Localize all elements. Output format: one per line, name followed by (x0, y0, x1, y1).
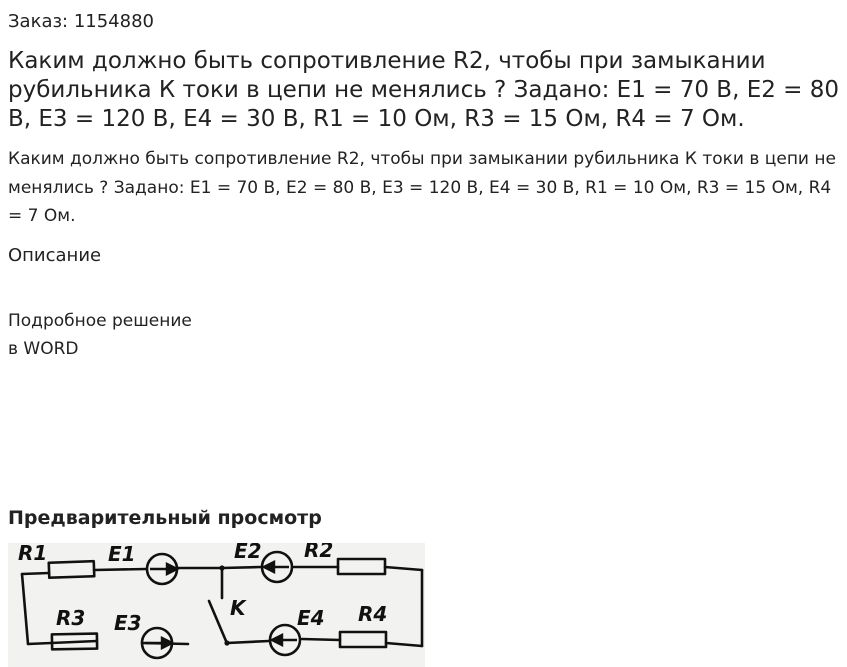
circuit-diagram (8, 543, 425, 667)
description-heading: Описание (8, 245, 102, 266)
preview-image (8, 543, 425, 667)
label-r2: R2 (304, 543, 334, 562)
label-e4: E4 (297, 606, 325, 630)
label-r1: R1 (18, 543, 48, 565)
solution-format-line: в WORD (8, 339, 79, 359)
solution-info (8, 307, 192, 363)
page-title: Каким должно быть сопротивление R2, чтобы при замыкании рубильника К токи в цепи не менялись ? Задано: E1 = 70 В, E2 = 80 В, E3 = 120 В, E4 = 30 В, R1 = 10 Ом, R3 = 15 Ом, R4 = 7 Ом. (8, 48, 840, 132)
label-r4: R4 (358, 602, 388, 626)
task-description: Каким должно быть сопротивление R2, чтобы при замыкании рубильника К токи в цепи не менялись ? Задано: E1 = 70 В, E2 = 80 В, E3 = 120 В, E4 = 30 В, R1 = 10 Ом, R3 = 15 Ом, R4 = 7 Ом. (8, 149, 836, 226)
label-e3: E3 (114, 611, 142, 635)
label-k: K (230, 596, 246, 620)
label-r3: R3 (56, 606, 86, 630)
label-e1: E1 (108, 543, 136, 566)
label-e2: E2 (234, 543, 262, 563)
solution-line: Подробное решение (8, 311, 192, 331)
preview-heading: Предварительный просмотр (8, 507, 322, 529)
order-number: Заказ: 1154880 (8, 11, 154, 32)
